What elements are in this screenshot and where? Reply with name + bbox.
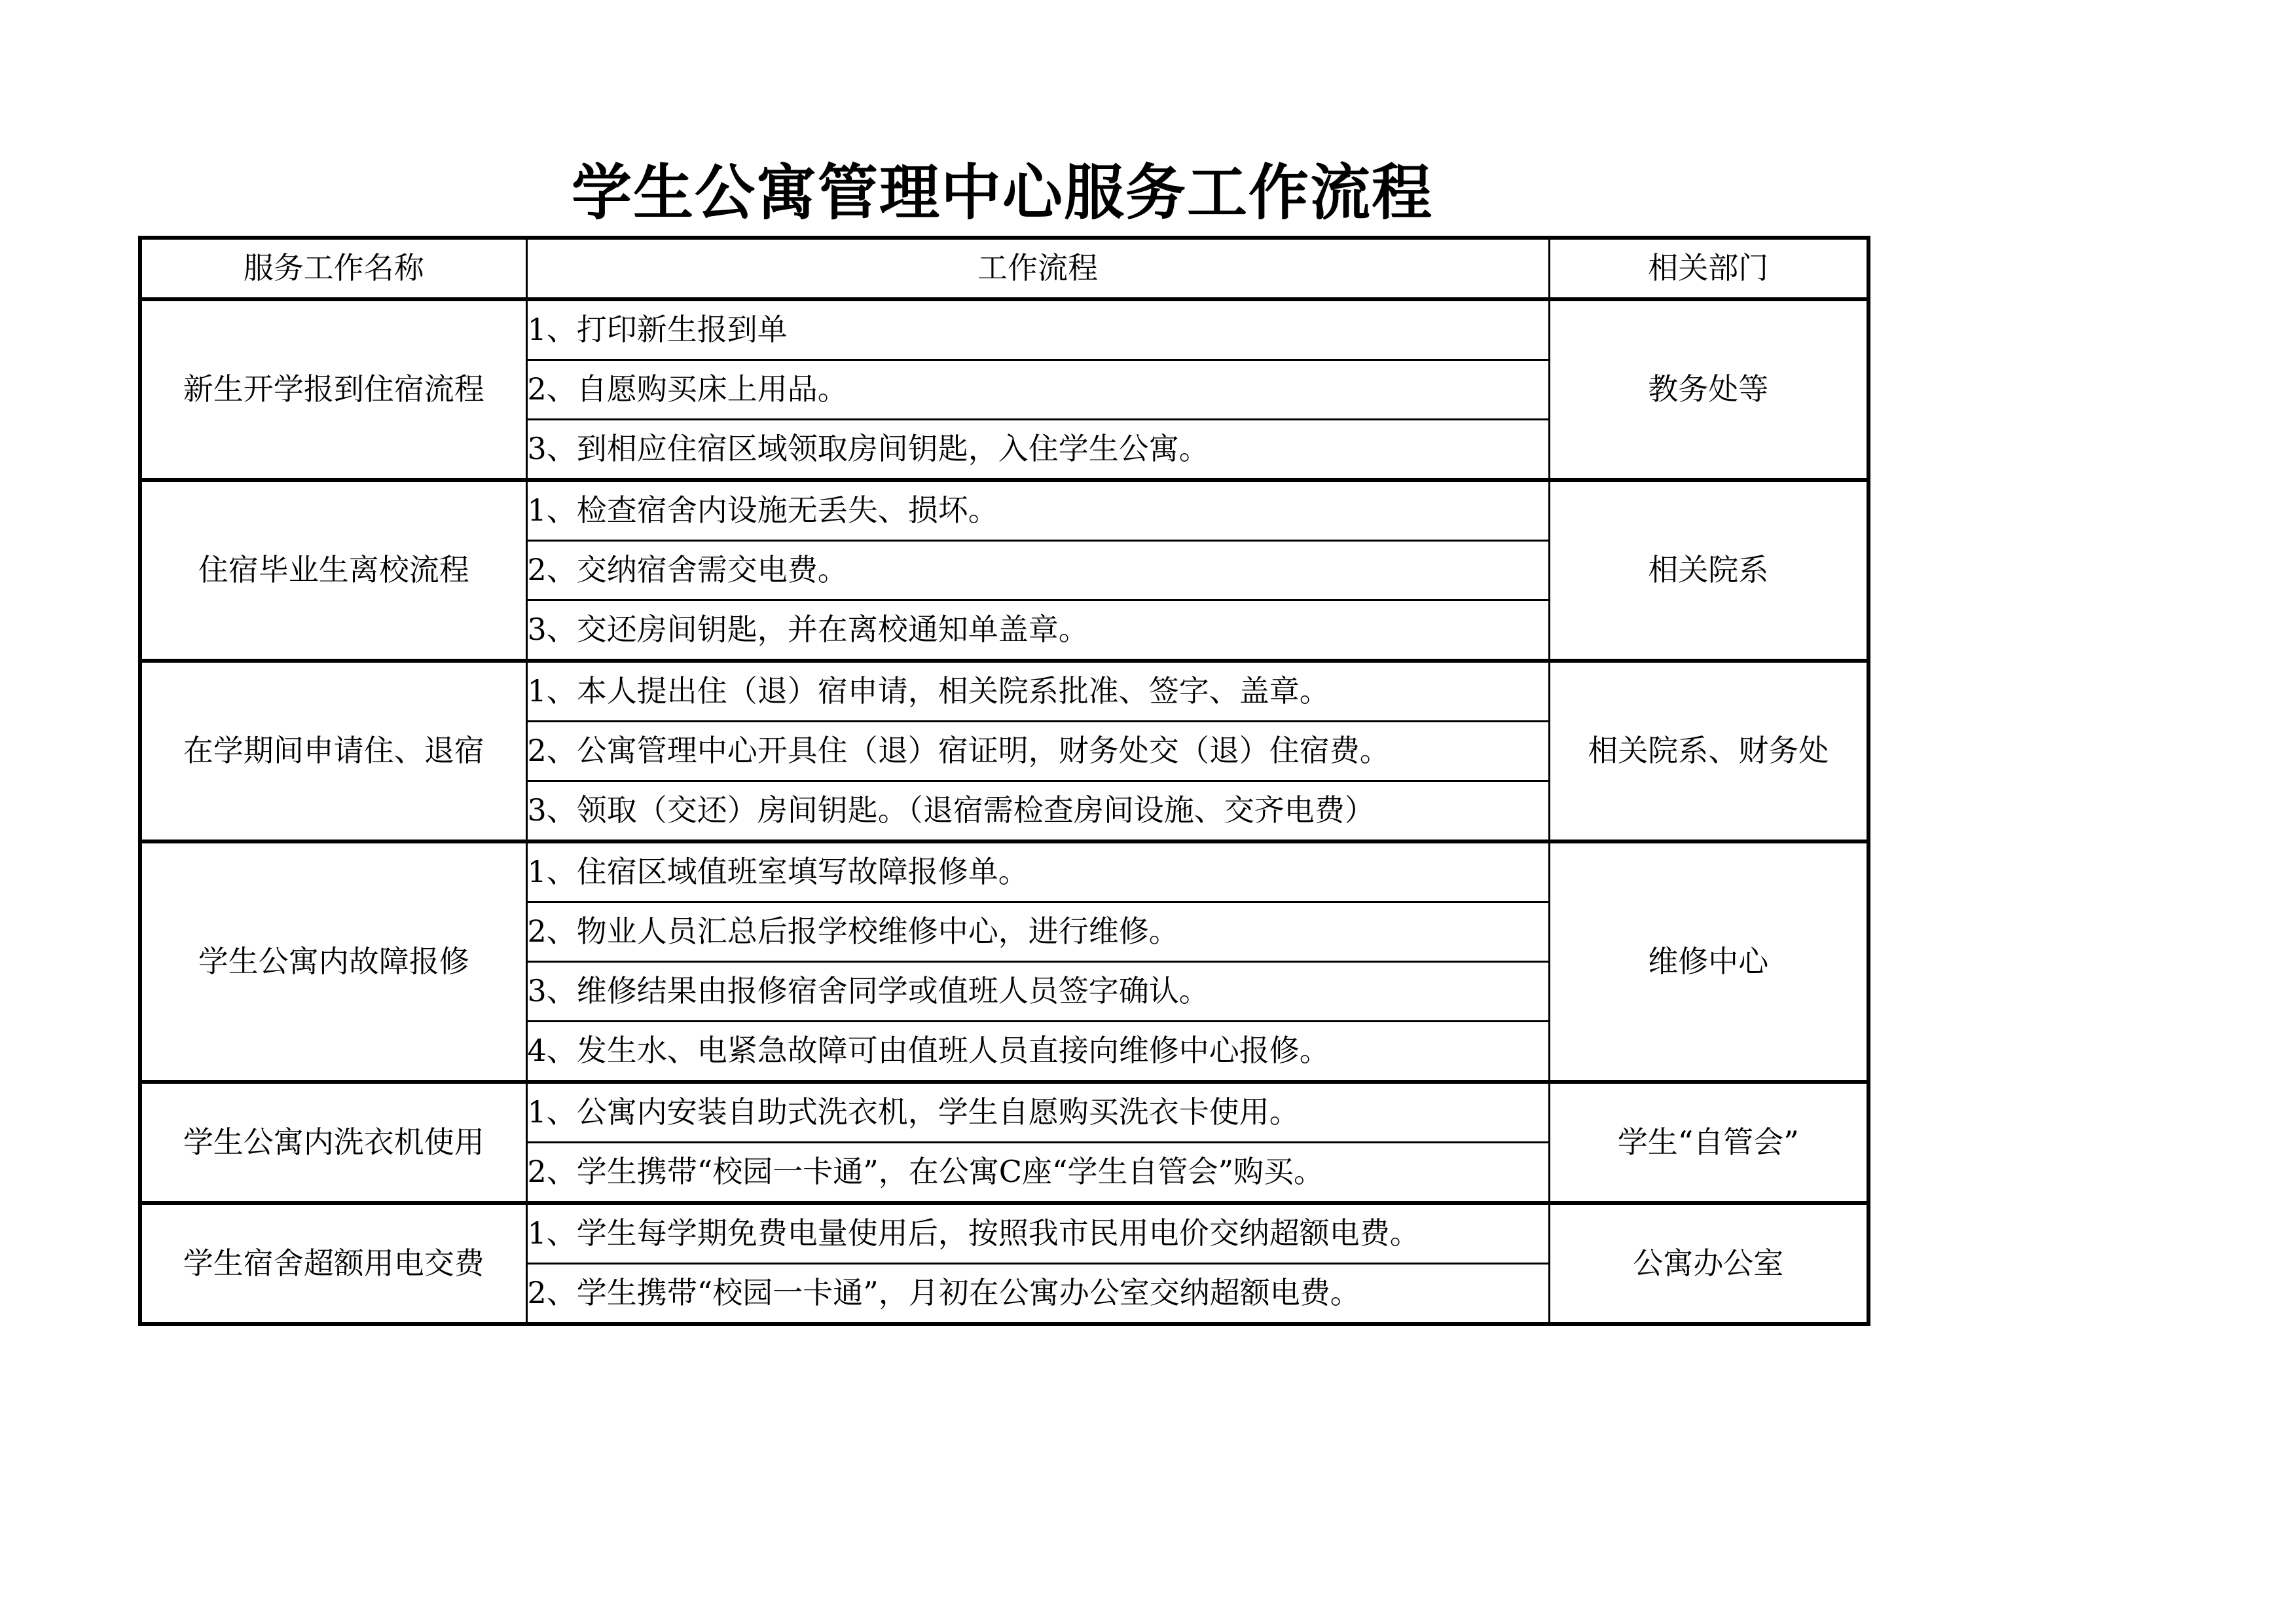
step-cell: 2、公寓管理中心开具住（退）宿证明，财务处交（退）住宿费。 xyxy=(526,722,1549,781)
service-name-cell: 学生公寓内故障报修 xyxy=(140,841,526,1082)
service-name-cell: 住宿毕业生离校流程 xyxy=(140,480,526,661)
step-cell: 1、学生每学期免费电量使用后，按照我市民用电价交纳超额电费。 xyxy=(526,1203,1549,1264)
step-cell: 3、交还房间钥匙，并在离校通知单盖章。 xyxy=(526,600,1549,661)
service-name-cell: 学生公寓内洗衣机使用 xyxy=(140,1082,526,1203)
table-row xyxy=(140,1203,1868,1264)
step-cell: 3、领取（交还）房间钥匙。（退宿需检查房间设施、交齐电费） xyxy=(526,781,1549,842)
header-service-name: 服务工作名称 xyxy=(140,238,526,299)
table-row xyxy=(140,1082,1868,1143)
table-row xyxy=(140,480,1868,541)
table-row xyxy=(140,841,1868,902)
step-cell: 2、交纳宿舍需交电费。 xyxy=(526,541,1549,600)
department-cell: 相关院系、财务处 xyxy=(1549,661,1868,841)
step-cell: 3、到相应住宿区域领取房间钥匙，入住学生公寓。 xyxy=(526,420,1549,481)
page-title: 学生公寓管理中心服务工作流程 xyxy=(571,158,1433,228)
step-cell: 1、公寓内安装自助式洗衣机，学生自愿购买洗衣卡使用。 xyxy=(526,1082,1549,1143)
step-cell: 1、本人提出住（退）宿申请，相关院系批准、签字、盖章。 xyxy=(526,661,1549,722)
department-cell: 学生“自管会” xyxy=(1549,1082,1868,1203)
header-row xyxy=(140,238,1868,299)
step-cell: 1、检查宿舍内设施无丢失、损坏。 xyxy=(526,480,1549,541)
department-cell: 维修中心 xyxy=(1549,841,1868,1082)
department-cell: 公寓办公室 xyxy=(1549,1203,1868,1324)
step-cell: 4、发生水、电紧急故障可由值班人员直接向维修中心报修。 xyxy=(526,1022,1549,1082)
step-cell: 2、物业人员汇总后报学校维修中心，进行维修。 xyxy=(526,902,1549,962)
workflow-table xyxy=(138,236,1870,1326)
step-cell: 1、打印新生报到单 xyxy=(526,299,1549,360)
step-cell: 2、学生携带“校园一卡通”，月初在公寓办公室交纳超额电费。 xyxy=(526,1264,1549,1325)
service-name-cell: 新生开学报到住宿流程 xyxy=(140,299,526,480)
step-cell: 3、维修结果由报修宿舍同学或值班人员签字确认。 xyxy=(526,962,1549,1022)
step-cell: 2、学生携带“校园一卡通”，在公寓C座“学生自管会”购买。 xyxy=(526,1143,1549,1204)
header-department: 相关部门 xyxy=(1549,238,1868,299)
step-cell: 1、住宿区域值班室填写故障报修单。 xyxy=(526,841,1549,902)
table-row xyxy=(140,661,1868,722)
service-name-cell: 学生宿舍超额用电交费 xyxy=(140,1203,526,1324)
department-cell: 相关院系 xyxy=(1549,480,1868,661)
step-cell: 2、自愿购买床上用品。 xyxy=(526,360,1549,420)
service-name-cell: 在学期间申请住、退宿 xyxy=(140,661,526,841)
table-row xyxy=(140,299,1868,360)
header-workflow: 工作流程 xyxy=(526,238,1549,299)
department-cell: 教务处等 xyxy=(1549,299,1868,480)
